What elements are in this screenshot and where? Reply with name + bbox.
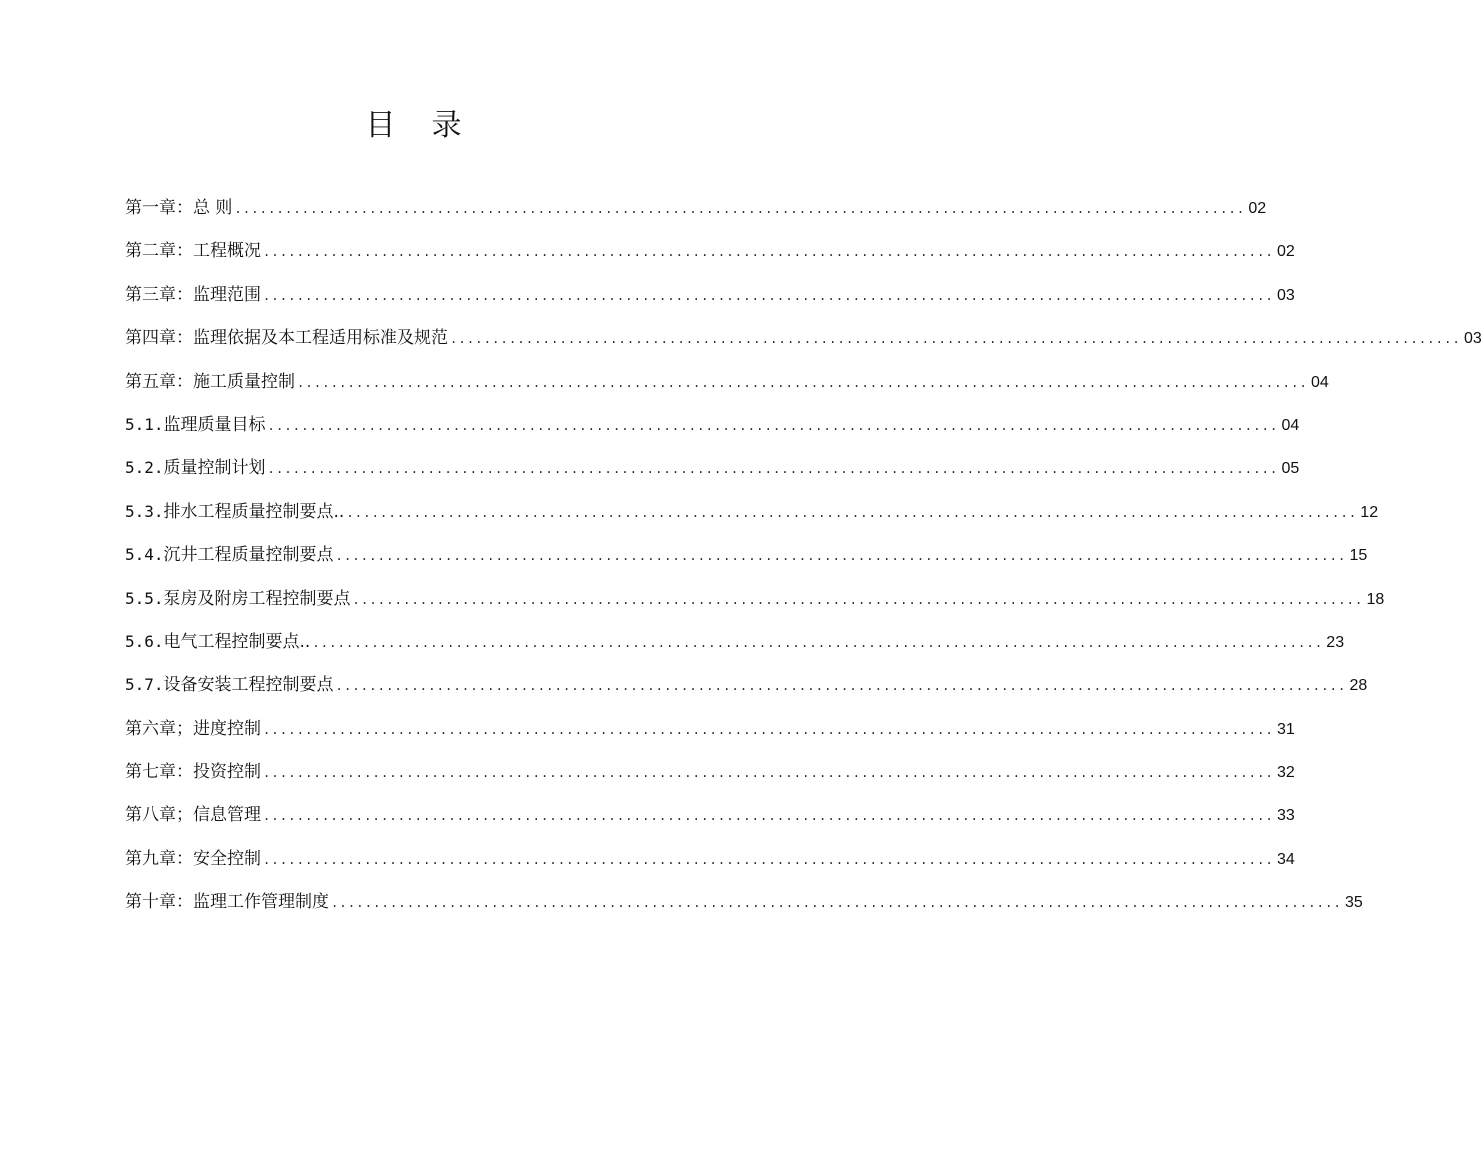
toc-entry[interactable] [125, 239, 1295, 282]
toc-entry[interactable] [125, 370, 1329, 413]
toc-entry-label: 第五章：施工质量控制 [125, 371, 295, 392]
toc-entry-page: 33 [1276, 807, 1295, 825]
toc-leader-dots: ........................................................................................................................ [267, 418, 1279, 433]
toc-leader-dots: ........................................................................................................................ [263, 288, 1274, 303]
toc-entry-page: 04 [1281, 416, 1300, 434]
toc-entry[interactable] [125, 673, 1368, 716]
toc-leader-dots: ........................................................................................................................ [335, 679, 1347, 694]
toc-leader-dots: ........................................................................................................................ [297, 375, 1308, 390]
toc-entry[interactable] [125, 413, 1300, 456]
toc-entry[interactable] [125, 196, 1267, 239]
toc-leader-dots: ........................................................................................................................ [352, 592, 1364, 607]
toc-entry-label: 第六章；进度控制 [125, 718, 261, 739]
toc-leader-dots: ........................................................................................................................ [263, 809, 1274, 824]
page-title [0, 100, 827, 144]
toc-entry[interactable] [125, 587, 1385, 630]
toc-entry-label: 5.6.电气工程控制要点.. [125, 631, 311, 652]
toc-entry-label: 第七章：投资控制 [125, 762, 261, 783]
toc-entry-page: 35 [1344, 894, 1363, 912]
toc-leader-dots: ........................................................................................................................ [267, 462, 1279, 477]
toc-entry[interactable] [125, 543, 1368, 586]
toc-entry-label: 第十章：监理工作管理制度 [125, 892, 329, 913]
toc-leader-dots: ........................................................................................................................ [263, 766, 1274, 781]
toc-leader-dots: ........................................................................................................................ [346, 505, 1358, 520]
toc-entry-page: 03 [1463, 330, 1482, 348]
toc-entry-page: 02 [1248, 200, 1267, 217]
toc-entry-page: 23 [1326, 633, 1345, 651]
toc-entry-label: 第四章：监理依据及本工程适用标准及规范 [125, 328, 448, 349]
toc-entry-label: 5.3.排水工程质量控制要点.. [125, 501, 345, 522]
toc-entry-page: 04 [1310, 373, 1329, 391]
table-of-contents [125, 196, 1482, 934]
toc-leader-dots: ........................................................................................................................ [263, 245, 1274, 260]
toc-leader-dots: ........................................................................................................................ [312, 635, 1324, 650]
toc-leader-dots: ........................................................................................................................ [331, 896, 1342, 911]
toc-entry-label: 第九章：安全控制 [125, 848, 261, 869]
toc-entry-page: 28 [1349, 677, 1368, 695]
toc-entry-label: 第三章：监理范围 [125, 284, 261, 305]
toc-entry[interactable] [125, 500, 1379, 543]
toc-entry-label: 第二章：工程概况 [125, 241, 261, 262]
toc-entry-label: 5.7.设备安装工程控制要点 [125, 675, 334, 696]
toc-entry[interactable] [125, 717, 1295, 760]
title-char-2: 录 [431, 108, 462, 143]
toc-entry-page: 18 [1366, 590, 1385, 608]
toc-entry-label: 5.5.泵房及附房工程控制要点 [125, 588, 351, 609]
toc-leader-dots: ........................................................................................................................ [234, 202, 1246, 216]
toc-leader-dots: ........................................................................................................................ [263, 722, 1274, 737]
toc-entry-label: 5.1.监理质量目标 [125, 414, 266, 435]
toc-entry-page: 02 [1276, 243, 1295, 261]
toc-entry-label: 5.4.沉井工程质量控制要点 [125, 545, 334, 566]
toc-entry-page: 34 [1276, 850, 1295, 868]
toc-entry-page: 03 [1276, 286, 1295, 304]
toc-entry[interactable] [125, 803, 1295, 846]
toc-entry-page: 12 [1360, 503, 1379, 521]
toc-leader-dots: ........................................................................................................................ [263, 852, 1274, 867]
title-char-1: 目 [365, 108, 396, 143]
toc-entry[interactable] [125, 760, 1295, 803]
toc-entry[interactable] [125, 890, 1363, 933]
toc-leader-dots: ........................................................................................................................ [335, 549, 1347, 564]
toc-entry[interactable] [125, 283, 1295, 326]
toc-entry[interactable] [125, 456, 1300, 499]
toc-entry-label: 5.2.质量控制计划 [125, 458, 266, 479]
toc-entry-page: 32 [1276, 764, 1295, 782]
toc-entry[interactable] [125, 847, 1295, 890]
toc-entry-label: 第一章：总 则 [125, 198, 233, 218]
toc-entry-page: 05 [1281, 460, 1300, 478]
toc-entry-page: 15 [1349, 547, 1368, 565]
toc-entry[interactable] [125, 630, 1345, 673]
toc-entry-label: 第八章；信息管理 [125, 805, 261, 826]
toc-entry-page: 31 [1276, 720, 1295, 738]
toc-entry[interactable] [125, 326, 1482, 369]
toc-leader-dots: ........................................................................................................................ [450, 332, 1461, 347]
